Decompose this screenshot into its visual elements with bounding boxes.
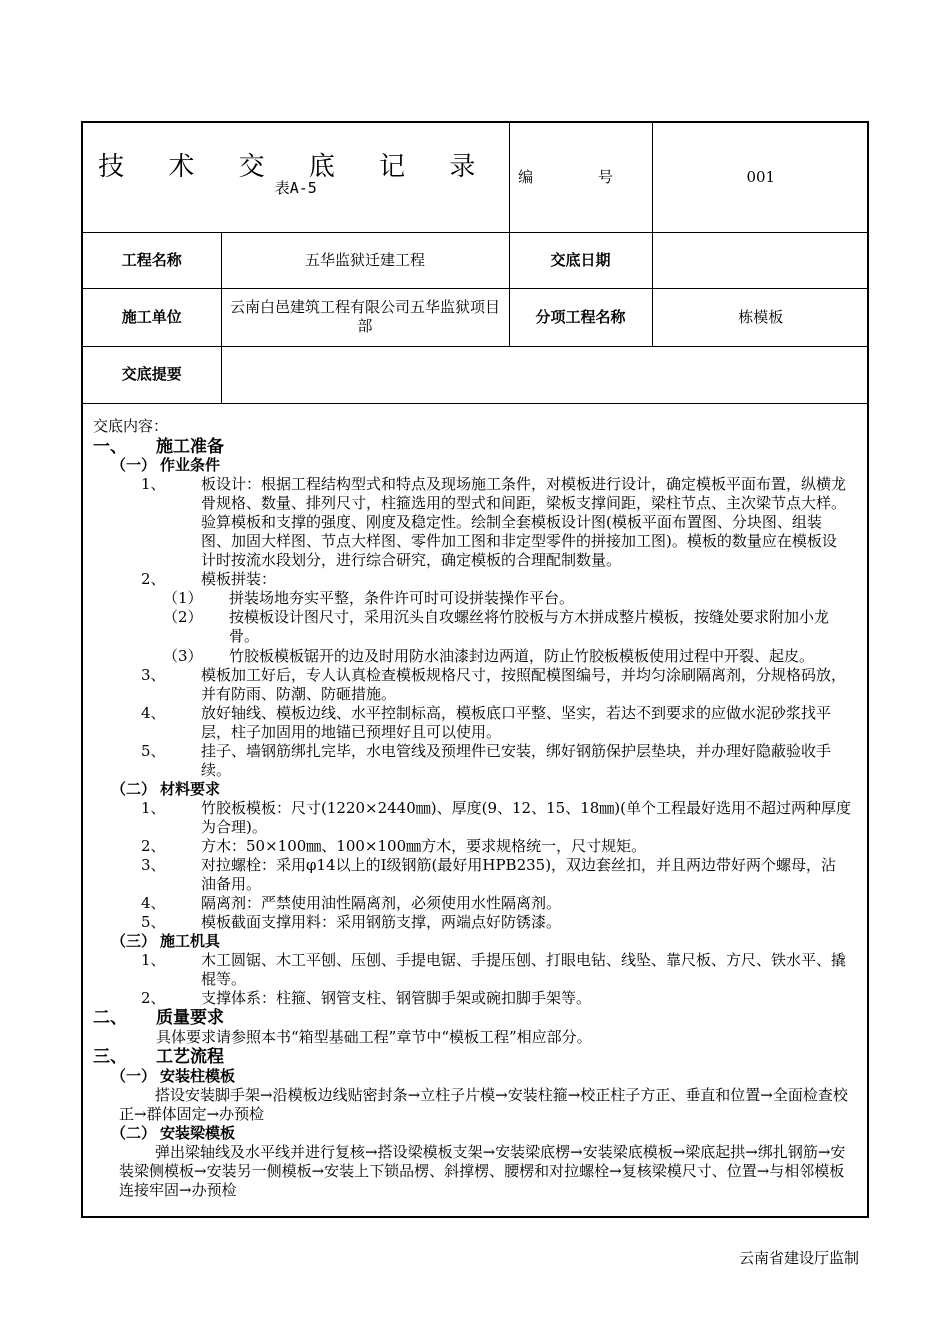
title-cell [83, 123, 509, 232]
date-value [652, 232, 869, 288]
footer-issuer: 云南省建设厅监制 [738, 1249, 859, 1267]
sub-project-value: 栋模板 [652, 288, 869, 346]
date-label: 交底日期 [509, 232, 652, 288]
project-name-label: 工程名称 [83, 232, 221, 288]
header-table [83, 123, 869, 404]
sub-project-label: 分项工程名称 [509, 288, 652, 346]
unit-value: 云南白邑建筑工程有限公司五华监狱项目部 [221, 288, 509, 346]
disclosure-content: 交底内容： 一、 施工准备 （一） 作业条件 1、 板设计：根据工程结构型式和特点及现场施工条件，对模板进行设计，确定模板平面布置，纵横龙骨规格、数量、排列尺寸，柱箍选用的型式和间距，梁板支撑间距，梁柱节点、主次梁节点大样。验算模板和支撑的强度、刚度及稳定性。绘制全套模板设计图(模板平面布置图、分块图、组装图、加固大样图、节点大样图、零件加工图和非定型零件的拼接加工图)。模板的数量应在模板设计时按流水段划分，进行综合研究，确定模板的合理配制数量。 2、 模板拼装： （1） 拼装场地夯实平整，条件许可时可设拼装操作平台。 （2） 按模板设计图尺寸，采用沉头自攻螺丝将竹胶板与方木拼成整片模板，按缝处要求附加小龙骨。 （3） 竹胶板模板锯开的边及时用防水油漆封边两道，防止竹胶板模板使用过程中开裂、起皮。 3、 模板加工好后，专人认真检查模板规格尺寸，按照配模图编号，并均匀涂刷隔离剂，分规格码放，并有防雨、防潮、防砸措施。 4、 放好轴线、模板边线、水平控制标高，模板底口平整、坚实，若达不到要求的应做水泥砂浆找平层，柱子加固用的地锚已预埋好且可以使用。 5、 挂子、墙钢筋绑扎完毕，水电管线及预埋件已安装，绑好钢筋保护层垫块，并办理好隐蔽验收手续。 （二） 材料要求 1、 竹胶板模板：尺寸(1220×2440㎜)、厚度(9、12、15、18㎜)(单个工程最好选用不超过两种厚度为合理)。 2、 方木：50×100㎜、100×100㎜方木，要求规格统一，尺寸规矩。 3、 对拉螺栓：采用φ14以上的Ⅰ级钢筋(最好用HPB235)，双边套丝扣，并且两边带好两个螺母，沾油备用。 4、 隔离剂：严禁使用油性隔离剂，必须使用水性隔离剂。 5、 模板截面支撑用料：采用钢筋支撑，两端点好防锈漆。 （三） 施工机具 1、 木工圆锯、木工平刨、压刨、手提电锯、手提压刨、打眼电钻、线坠、靠尺板、方尺、铁水平、撬棍等。 2、 支撑体系：柱箍、钢管支柱、钢管脚手架或碗扣脚手架等。 二、 质量要求 具体要求请参照本书“箱型基础工程”章节中“模板工程”相应部分。 三、 工艺流程 （一） 安装柱模板 搭设安装脚手架→沿模板边线贴密封条→立柱子片模→安装柱箍→校正柱子方正、垂直和位置→全面检查校正→群体固定→办预检 （二） 安装梁模板 弹出梁轴线及水平线并进行复核→搭设梁模板支架→安装梁底楞→安装梁底模板→梁底起拱→绑扎钢筋→安装梁侧模板→安装另一侧模板→安装上下锁品楞、斜撑楞、腰楞和对拉螺栓→复核梁模尺寸、位置→与相邻模板连接牢固→办预检 [83, 404, 867, 1218]
project-name-value: 五华监狱迁建工程 [221, 232, 509, 288]
unit-label: 施工单位 [83, 288, 221, 346]
summary-value [221, 346, 869, 403]
summary-label: 交底提要 [83, 346, 221, 403]
number-label: 编 号 [509, 123, 652, 232]
record-sheet [81, 121, 869, 1218]
content-intro: 交底内容： [93, 417, 169, 435]
form-code: 表A-5 [274, 179, 317, 198]
number-value: 001 [652, 123, 869, 232]
page-title: 技 术 交 底 记 录 [98, 152, 494, 183]
